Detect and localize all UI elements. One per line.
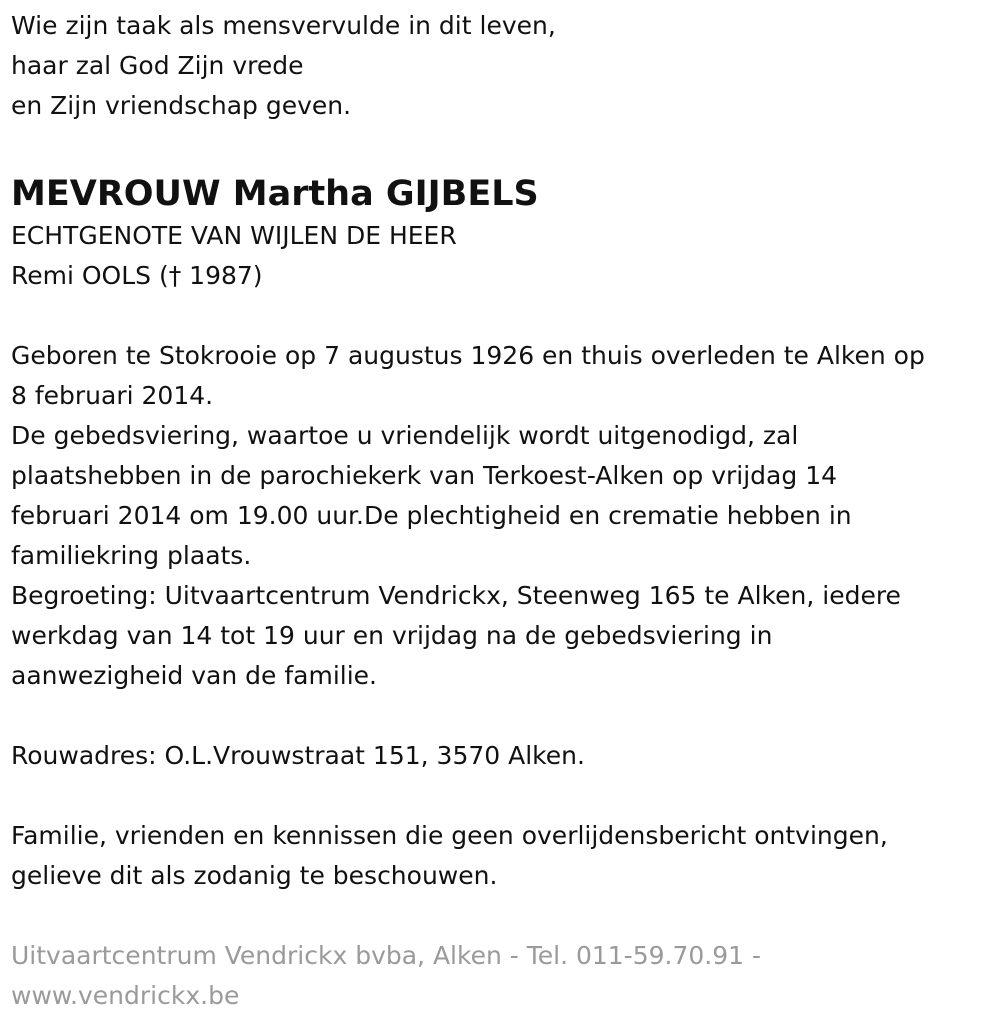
announcement-line-8: werkdag van 14 tot 19 uur en vrijdag na de gebedsviering in (11, 621, 773, 650)
announcement-line-6: familiekring plaats. (11, 541, 252, 570)
footer-website: www.vendrickx.be (11, 981, 240, 1010)
spouse-line (11, 256, 991, 296)
spouse-info (11, 216, 991, 296)
announcement-line-4: plaatshebben in de parochiekerk van Terkoest-Alken op vrijdag 14 (11, 461, 838, 490)
notice-text (11, 816, 991, 896)
announcement-line-3: De gebedsviering, waartoe u vriendelijk wordt uitgenodigd, zal (11, 421, 799, 450)
announcement-line-7: Begroeting: Uitvaartcentrum Vendrickx, Steenweg 165 te Alken, iedere (11, 581, 901, 610)
announcement-line-5: februari 2014 om 19.00 uur.De plechtigheid en crematie hebben in (11, 501, 852, 530)
cross-icon: † (168, 261, 182, 290)
funeral-home-footer (11, 936, 991, 1016)
spouse-name: Remi OOLS ( (11, 261, 169, 290)
spacer (11, 696, 991, 736)
announcement-line-9: aanwezigheid van de familie. (11, 661, 377, 690)
announcement-line-1: Geboren te Stokrooie op 7 augustus 1926 en thuis overleden te Alken op (11, 341, 925, 370)
obituary-card (11, 0, 991, 1016)
mourning-address: Rouwadres: O.L.Vrouwstraat 151, 3570 Alken. (11, 741, 585, 770)
notice-line-2: gelieve dit als zodanig te beschouwen. (11, 861, 498, 890)
verse-line-2: haar zal God Zijn vrede (11, 51, 304, 80)
deceased-name: MEVROUW Martha GIJBELS (11, 174, 539, 214)
spacer (11, 776, 991, 816)
spacer (11, 896, 991, 936)
verse-line-3: en Zijn vriendschap geven. (11, 91, 352, 120)
relation-line: ECHTGENOTE VAN WIJLEN DE HEER (11, 221, 457, 250)
footer-contact: Uitvaartcentrum Vendrickx bvba, Alken - Tel. 011-59.70.91 - (11, 941, 761, 970)
memorial-verse (11, 6, 991, 126)
announcement-line-2: 8 februari 2014. (11, 381, 214, 410)
announcement-text (11, 336, 991, 696)
spouse-death-year: 1987) (181, 261, 263, 290)
spacer (11, 296, 991, 336)
notice-line-1: Familie, vrienden en kennissen die geen overlijdensbericht ontvingen, (11, 821, 888, 850)
verse-line-1: Wie zijn taak als mensvervulde in dit leven, (11, 11, 556, 40)
